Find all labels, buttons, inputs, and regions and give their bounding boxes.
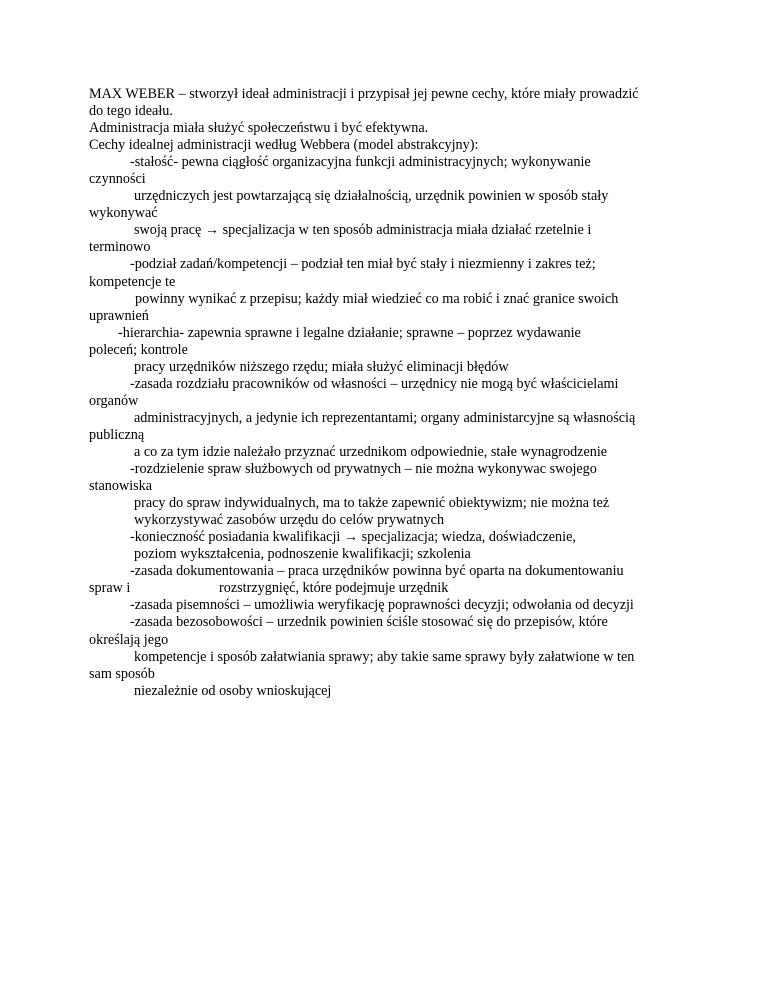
text-line: kompetencje i sposób załatwiania sprawy; aby takie same sprawy były załatwione w ten — [134, 648, 635, 665]
text-line: -konieczność posiadania kwalifikacji → specjalizacja; wiedza, doświadczenie, — [130, 529, 576, 546]
text-line: poleceń; kontrole — [89, 341, 188, 358]
document-body — [89, 86, 679, 700]
text-line: MAX WEBER – stworzył ideał administracji i przypisał jej pewne cechy, które miały prowadzić — [89, 86, 639, 102]
text-line: -zasada rozdziału pracowników od własności – urzędnicy nie mogą być właścicielami — [130, 375, 619, 392]
text-line: wykorzystywać zasobów urzędu do celów prywatnych — [134, 512, 445, 529]
text-line: -zasada pisemności – umożliwia weryfikację poprawności decyzji; odwołania od decyzji — [130, 597, 634, 614]
text-line: -podział zadań/kompetencji – podział ten miał być stały i niezmienny i zakres też; — [130, 256, 596, 273]
text-line: a co za tym idzie należało przyznać urzednikom odpowiednie, stałe wynagrodzenie — [134, 443, 608, 460]
text-line: do tego ideału. — [89, 103, 173, 120]
text-line: -zasada bezosobowości – urzednik powinien ściśle stosować się do przepisów, które — [130, 614, 608, 631]
text-line: Cechy idealnej administracji według Webbera (model abstrakcyjny): — [89, 137, 479, 154]
text-line: stanowiska — [89, 478, 153, 495]
text-line: -hierarchia- zapewnia sprawne i legalne działanie; sprawne – poprzez wydawanie — [118, 324, 581, 341]
text-line: urzędniczych jest powtarzającą się działalnością, urzędnik powinien w sposób stały — [134, 188, 609, 205]
text-line: organów — [89, 392, 139, 409]
text-line: pracy urzędników niższego rzędu; miała służyć eliminacji błędów — [134, 358, 509, 375]
text-line: Administracja miała służyć społeczeństwu i być efektywna. — [89, 120, 429, 137]
text-line: terminowo — [89, 239, 151, 256]
text-line: sam sposób — [89, 665, 155, 682]
text-line: -zasada dokumentowania – praca urzędników powinna być oparta na dokumentowaniu — [130, 563, 624, 580]
text-line: kompetencje te — [89, 273, 176, 290]
text-line: czynności — [89, 171, 146, 188]
text-line: określają jego — [89, 631, 169, 648]
text-line: uprawnień — [89, 307, 149, 324]
text-line: poziom wykształcenia, podnoszenie kwalifikacji; szkolenia — [134, 546, 471, 563]
text-line: administracyjnych, a jedynie ich reprezentantami; organy administarcyjne są własnością — [134, 409, 636, 426]
text-line: -stałość- pewna ciągłość organizacyjna funkcji administracyjnych; wykonywanie — [130, 154, 591, 171]
text-line: pracy do spraw indywidualnych, ma to także zapewnić obiektywizm; nie można też — [134, 495, 610, 512]
text-line: wykonywać — [89, 205, 158, 222]
text-line: powinny wynikać z przepisu; każdy miał wiedzieć co ma robić i znać granice swoich — [135, 290, 619, 307]
text-line: publiczną — [89, 426, 145, 443]
text-line: niezależnie od osoby wnioskującej — [134, 682, 332, 699]
text-line: -rozdzielenie spraw służbowych od prywatnych – nie można wykonywac swojego — [130, 461, 597, 478]
text-line: spraw i rozstrzygnięć, które podejmuje urzędnik — [89, 580, 449, 597]
text-line: swoją pracę → specjalizacja w ten sposób administracja miała działać rzetelnie i — [134, 222, 592, 239]
